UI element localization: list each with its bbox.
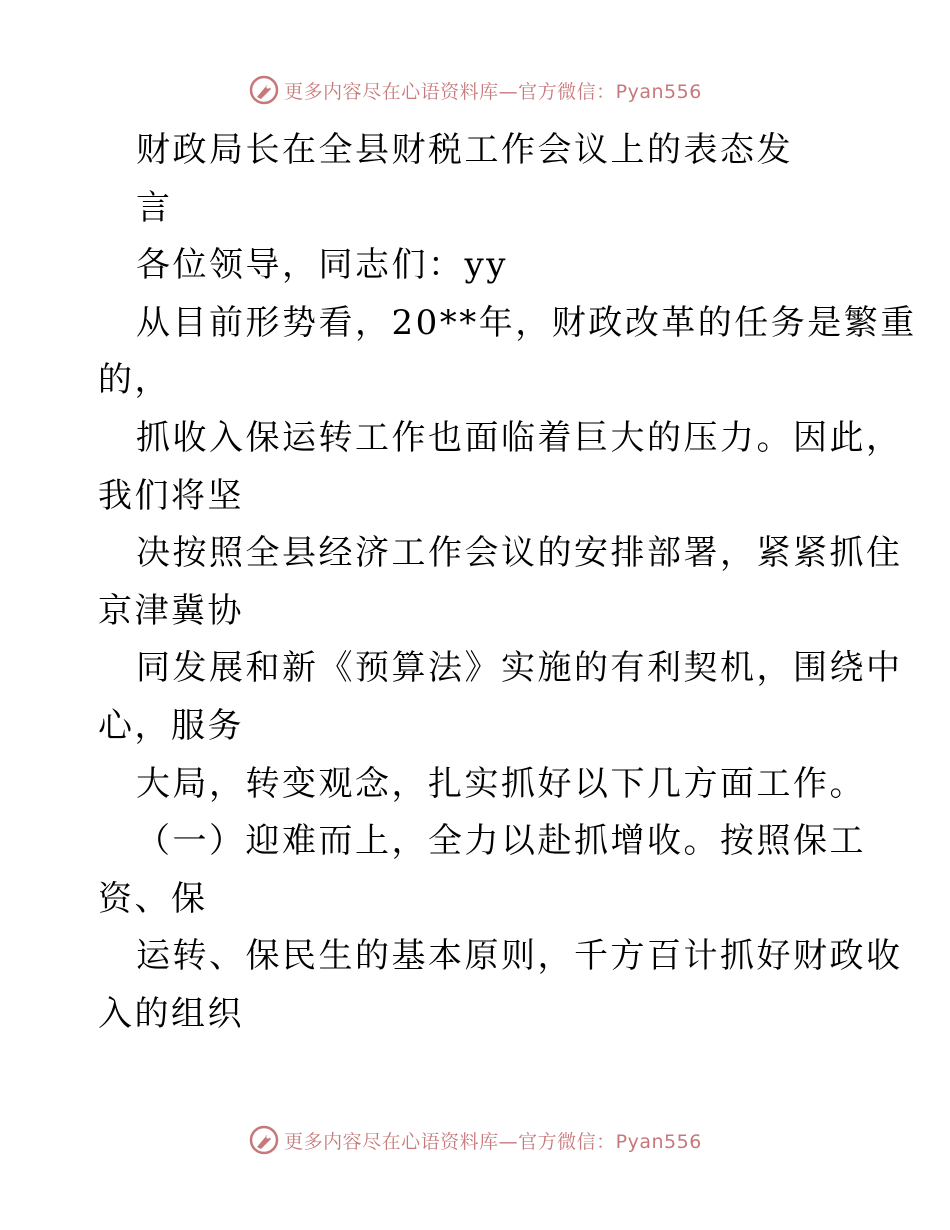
paragraph-line: 抓收入保运转工作也面临着巨大的压力。因此，	[136, 417, 903, 458]
paragraph-line: 决按照全县经济工作会议的安排部署，紧紧抓住	[136, 533, 903, 574]
paragraph-line: 各位领导，同志们：yy	[136, 245, 508, 286]
paragraph-line: 大局，转变观念，扎实抓好以下几方面工作。	[136, 763, 866, 804]
paragraph-line: 同发展和新《预算法》实施的有利契机，围绕中	[136, 648, 903, 689]
paragraph-line: 我们将坚	[98, 475, 244, 516]
paragraph-line: 的，	[98, 360, 171, 401]
paragraph-line: 资、保	[98, 878, 208, 919]
document-body	[98, 122, 917, 1044]
paragraph-line: 入的组织	[98, 993, 244, 1034]
paragraph-line: 从目前形势看，20**年，财政改革的任务是繁重	[136, 302, 917, 343]
paragraph-line: 言	[136, 187, 173, 228]
paragraph-line: 运转、保民生的基本原则，千方百计抓好财政收	[136, 936, 903, 977]
paragraph-line: （一）迎难而上，全力以赴抓增收。按照保工	[136, 821, 866, 862]
header-watermark-text: 更多内容尽在心语资料库—官方微信：Pyan556	[284, 80, 702, 103]
paragraph-line: 财政局长在全县财税工作会议上的表态发	[136, 130, 793, 170]
pen-nib-logo-icon	[248, 1124, 280, 1156]
paragraph-line: 心，服务	[98, 705, 244, 746]
footer-watermark-text: 更多内容尽在心语资料库—官方微信：Pyan556	[284, 1130, 702, 1153]
header-watermark	[0, 70, 950, 110]
pen-nib-logo-icon	[248, 74, 280, 106]
paragraph-line: 京津冀协	[98, 590, 244, 631]
footer-watermark	[0, 1120, 950, 1160]
